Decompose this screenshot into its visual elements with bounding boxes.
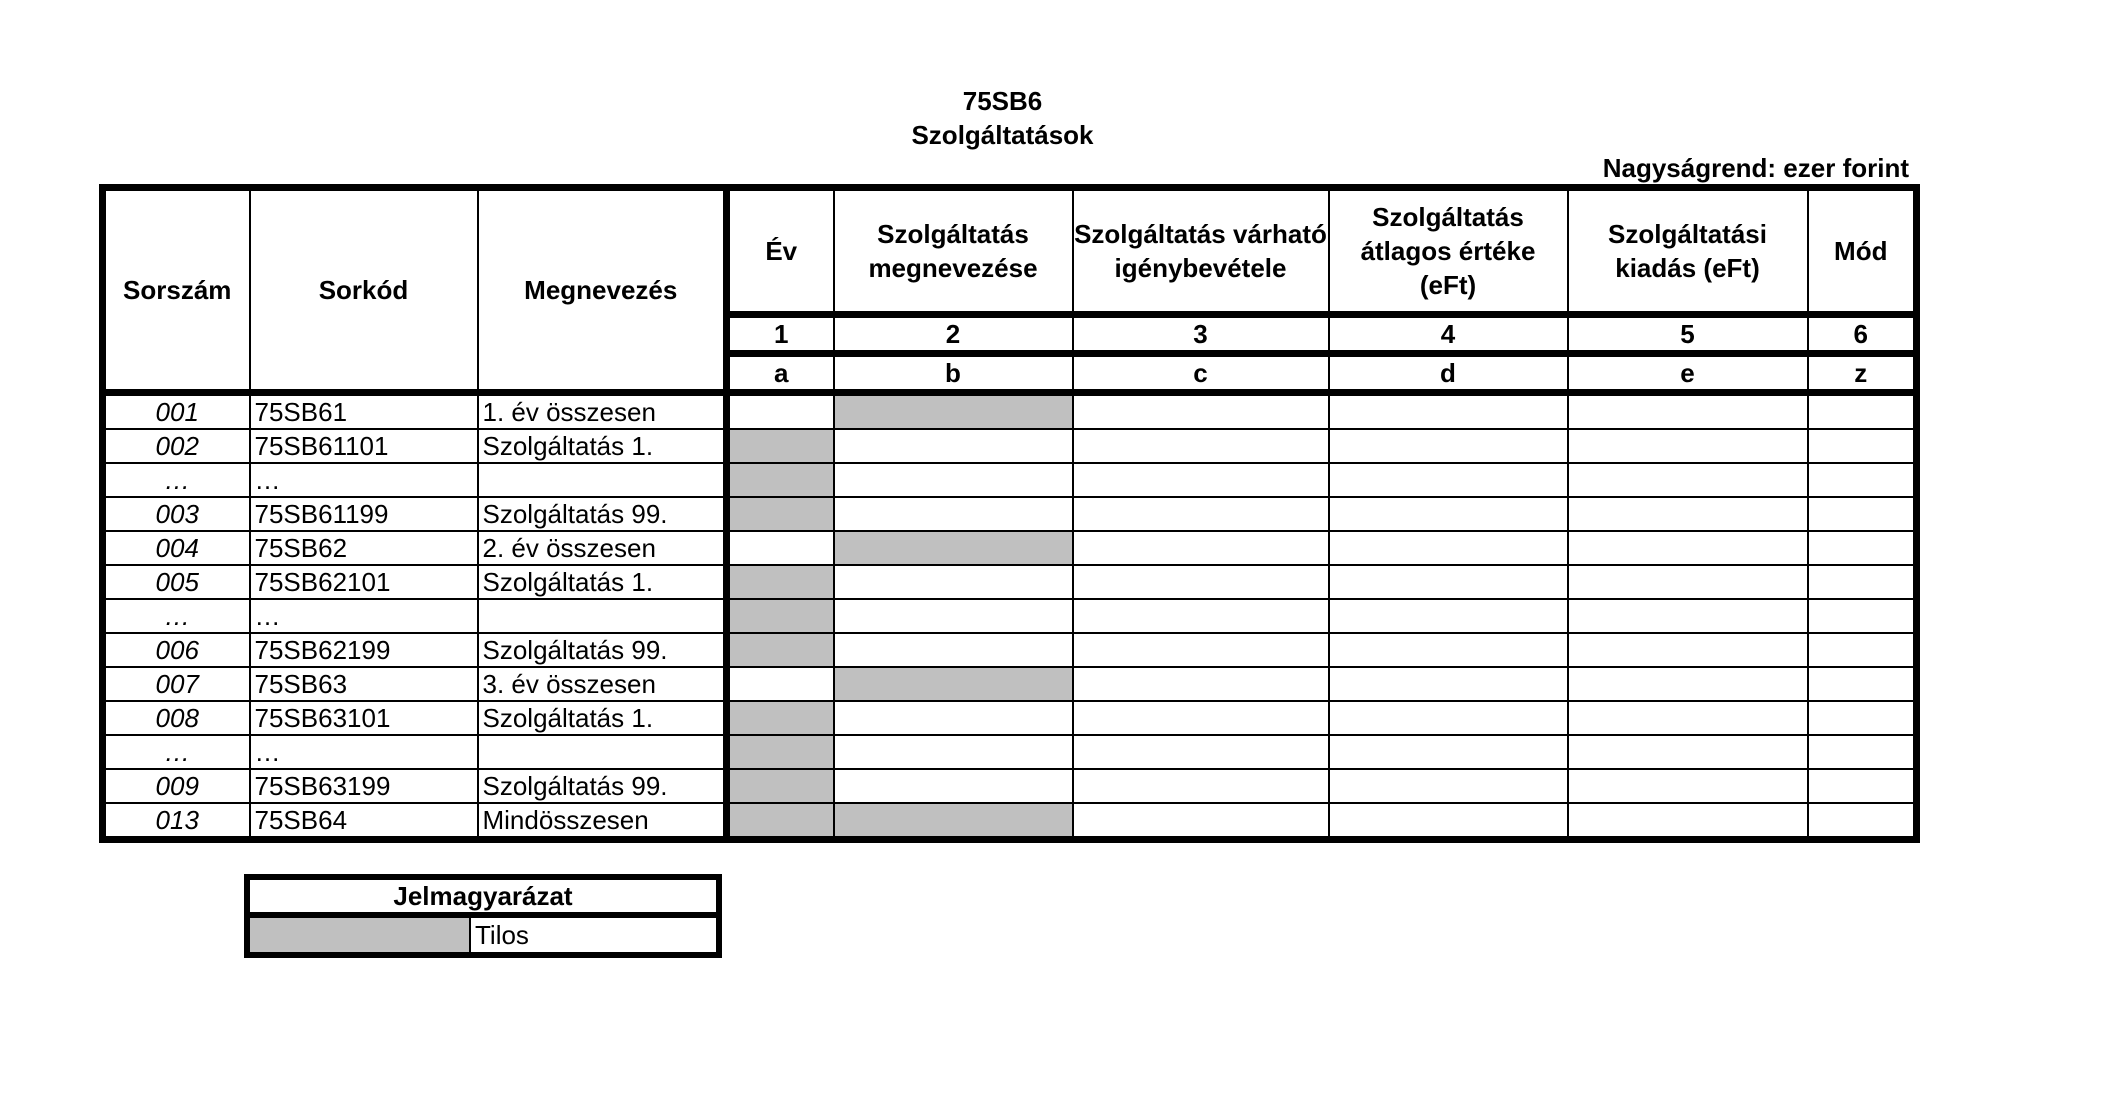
col-letter-e: e	[1568, 354, 1808, 393]
data-cell[interactable]	[1808, 429, 1917, 463]
data-cell[interactable]	[1568, 803, 1808, 840]
data-cell[interactable]	[834, 429, 1073, 463]
data-cell[interactable]	[1329, 633, 1568, 667]
data-cell[interactable]	[1808, 735, 1917, 769]
row-sorkod: 75SB62	[250, 531, 478, 565]
data-cell[interactable]	[1073, 735, 1329, 769]
legend-label-tilos: Tilos	[470, 915, 719, 955]
row-megnevezes	[478, 735, 727, 769]
data-cell[interactable]	[1073, 769, 1329, 803]
data-cell[interactable]	[834, 565, 1073, 599]
row-sorkod: 75SB63	[250, 667, 478, 701]
legend-swatch-gray	[247, 915, 470, 955]
data-cell[interactable]	[1073, 531, 1329, 565]
row-sorszam: …	[103, 735, 250, 769]
row-sorszam: 001	[103, 393, 250, 430]
data-cell[interactable]	[834, 701, 1073, 735]
data-cell[interactable]	[1568, 633, 1808, 667]
data-cell[interactable]	[1568, 667, 1808, 701]
header-sorszam: Sorszám	[103, 188, 250, 393]
header-col-6: Mód	[1808, 188, 1917, 315]
legend-title: Jelmagyarázat	[247, 877, 719, 915]
data-cell[interactable]	[1808, 803, 1917, 840]
disabled-cell	[727, 599, 834, 633]
table-row	[103, 769, 1917, 803]
table-row	[103, 735, 1917, 769]
header-col-4: Szolgáltatás átlagos értéke (eFt)	[1329, 188, 1568, 315]
table-row	[103, 463, 1917, 497]
services-table	[99, 184, 1920, 843]
row-sorkod: 75SB62101	[250, 565, 478, 599]
data-cell[interactable]	[1568, 497, 1808, 531]
row-megnevezes: Szolgáltatás 99.	[478, 769, 727, 803]
data-cell[interactable]	[1073, 497, 1329, 531]
row-megnevezes: Szolgáltatás 1.	[478, 701, 727, 735]
data-cell[interactable]	[1329, 429, 1568, 463]
disabled-cell	[727, 769, 834, 803]
table-row	[103, 701, 1917, 735]
col-letter-b: b	[834, 354, 1073, 393]
col-number-3: 3	[1073, 315, 1329, 354]
col-number-4: 4	[1329, 315, 1568, 354]
data-cell[interactable]	[1808, 599, 1917, 633]
row-megnevezes: Mindösszesen	[478, 803, 727, 840]
legend-table	[244, 874, 722, 958]
data-cell[interactable]	[1329, 463, 1568, 497]
row-sorszam: 008	[103, 701, 250, 735]
data-cell[interactable]	[1808, 667, 1917, 701]
row-sorkod: 75SB61199	[250, 497, 478, 531]
row-sorszam: 013	[103, 803, 250, 840]
disabled-cell	[834, 667, 1073, 701]
table-row	[103, 393, 1917, 430]
header-sorkod: Sorkód	[250, 188, 478, 393]
row-sorkod: 75SB61101	[250, 429, 478, 463]
data-cell[interactable]	[1808, 463, 1917, 497]
data-cell[interactable]	[1073, 803, 1329, 840]
data-cell[interactable]	[1073, 701, 1329, 735]
row-megnevezes: 2. év összesen	[478, 531, 727, 565]
data-cell[interactable]	[1073, 667, 1329, 701]
disabled-cell	[727, 565, 834, 599]
form-code-title: 75SB6	[962, 86, 1043, 116]
data-cell[interactable]	[1329, 393, 1568, 430]
data-cell[interactable]	[1329, 701, 1568, 735]
data-cell[interactable]	[1568, 531, 1808, 565]
table-row	[103, 497, 1917, 531]
header-megnevezes: Megnevezés	[478, 188, 727, 393]
header-col-3: Szolgáltatás várható igénybevétele	[1073, 188, 1329, 315]
col-number-6: 6	[1808, 315, 1917, 354]
row-megnevezes: 1. év összesen	[478, 393, 727, 430]
data-cell[interactable]	[727, 667, 834, 701]
row-sorszam: 002	[103, 429, 250, 463]
data-cell[interactable]	[1808, 633, 1917, 667]
table-row	[103, 429, 1917, 463]
row-megnevezes: Szolgáltatás 1.	[478, 565, 727, 599]
data-cell[interactable]	[1808, 769, 1917, 803]
data-cell[interactable]	[1568, 393, 1808, 430]
data-cell[interactable]	[1329, 599, 1568, 633]
col-letter-d: d	[1329, 354, 1568, 393]
data-cell[interactable]	[834, 599, 1073, 633]
row-sorkod: …	[250, 735, 478, 769]
data-cell[interactable]	[834, 769, 1073, 803]
data-cell[interactable]	[1568, 429, 1808, 463]
disabled-cell	[727, 429, 834, 463]
disabled-cell	[727, 633, 834, 667]
row-megnevezes: 3. év összesen	[478, 667, 727, 701]
data-cell[interactable]	[1808, 565, 1917, 599]
row-sorkod: 75SB63101	[250, 701, 478, 735]
col-number-2: 2	[834, 315, 1073, 354]
row-sorszam: 005	[103, 565, 250, 599]
data-cell[interactable]	[834, 735, 1073, 769]
row-sorszam: …	[103, 599, 250, 633]
data-cell[interactable]	[1329, 803, 1568, 840]
row-megnevezes	[478, 599, 727, 633]
data-cell[interactable]	[834, 633, 1073, 667]
row-sorszam: 003	[103, 497, 250, 531]
table-row	[103, 667, 1917, 701]
row-sorszam: 006	[103, 633, 250, 667]
row-sorkod: …	[250, 463, 478, 497]
row-sorszam: 007	[103, 667, 250, 701]
data-cell[interactable]	[1073, 463, 1329, 497]
col-number-1: 1	[727, 315, 834, 354]
row-sorkod: 75SB63199	[250, 769, 478, 803]
form-title: Szolgáltatások	[911, 120, 1094, 150]
data-cell[interactable]	[1329, 565, 1568, 599]
row-megnevezes	[478, 463, 727, 497]
col-number-5: 5	[1568, 315, 1808, 354]
data-cell[interactable]	[834, 463, 1073, 497]
data-cell[interactable]	[1568, 463, 1808, 497]
data-cell[interactable]	[1329, 735, 1568, 769]
header-col-1: Év	[727, 188, 834, 315]
data-cell[interactable]	[1073, 599, 1329, 633]
table-row	[103, 633, 1917, 667]
row-sorszam: 009	[103, 769, 250, 803]
data-cell[interactable]	[1329, 667, 1568, 701]
data-cell[interactable]	[1073, 393, 1329, 430]
data-cell[interactable]	[1808, 497, 1917, 531]
col-letter-z: z	[1808, 354, 1917, 393]
row-sorkod: 75SB62199	[250, 633, 478, 667]
disabled-cell	[834, 803, 1073, 840]
row-megnevezes: Szolgáltatás 99.	[478, 633, 727, 667]
row-sorszam: …	[103, 463, 250, 497]
table-row	[103, 565, 1917, 599]
disabled-cell	[727, 497, 834, 531]
data-cell[interactable]	[727, 531, 834, 565]
unit-label: Nagyságrend: ezer forint	[1602, 153, 1909, 183]
data-cell[interactable]	[1329, 531, 1568, 565]
col-letter-c: c	[1073, 354, 1329, 393]
row-sorkod: 75SB61	[250, 393, 478, 430]
data-cell[interactable]	[1808, 701, 1917, 735]
data-cell[interactable]	[1568, 599, 1808, 633]
data-cell[interactable]	[1073, 429, 1329, 463]
table-row	[103, 803, 1917, 840]
data-cell[interactable]	[1329, 497, 1568, 531]
header-col-5: Szolgáltatási kiadás (eFt)	[1568, 188, 1808, 315]
disabled-cell	[727, 735, 834, 769]
data-cell[interactable]	[727, 393, 834, 430]
table-row	[103, 599, 1917, 633]
table-row	[103, 531, 1917, 565]
data-cell[interactable]	[834, 497, 1073, 531]
row-megnevezes: Szolgáltatás 99.	[478, 497, 727, 531]
data-cell[interactable]	[1073, 565, 1329, 599]
disabled-cell	[727, 463, 834, 497]
data-cell[interactable]	[1073, 633, 1329, 667]
data-cell[interactable]	[1329, 769, 1568, 803]
disabled-cell	[727, 803, 834, 840]
row-sorkod: 75SB64	[250, 803, 478, 840]
disabled-cell	[834, 531, 1073, 565]
data-cell[interactable]	[1808, 393, 1917, 430]
row-sorszam: 004	[103, 531, 250, 565]
col-letter-a: a	[727, 354, 834, 393]
data-cell[interactable]	[1568, 735, 1808, 769]
data-cell[interactable]	[1568, 769, 1808, 803]
data-cell[interactable]	[1568, 701, 1808, 735]
disabled-cell	[834, 393, 1073, 430]
data-cell[interactable]	[1808, 531, 1917, 565]
disabled-cell	[727, 701, 834, 735]
header-col-2: Szolgáltatás megnevezése	[834, 188, 1073, 315]
row-megnevezes: Szolgáltatás 1.	[478, 429, 727, 463]
row-sorkod: …	[250, 599, 478, 633]
data-cell[interactable]	[1568, 565, 1808, 599]
